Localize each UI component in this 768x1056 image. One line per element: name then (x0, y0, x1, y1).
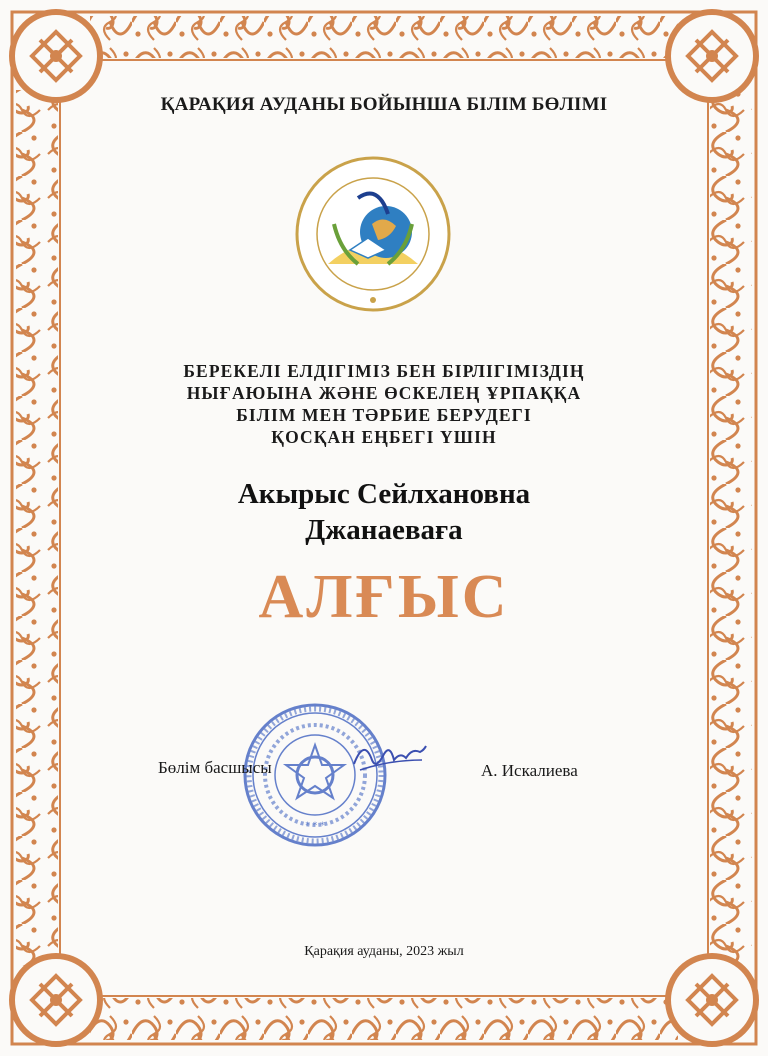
dedication-line: БЕРЕКЕЛІ ЕЛДІГІМІЗ БЕН БІРЛІГІМІЗДІҢ (183, 361, 585, 381)
dedication-line: НЫҒАЮЫНА ЖӘНЕ ӨСКЕЛЕҢ ҰРПАҚҚА (186, 383, 582, 403)
place-and-year: Қарақия ауданы, 2023 жыл (304, 944, 464, 959)
dedication-line: БІЛІМ МЕН ТӘРБИЕ БЕРУДЕГІ (236, 405, 532, 425)
education-emblem-icon (288, 154, 458, 314)
corner-medallion-top-left (12, 12, 100, 100)
corner-medallion-bottom-left (12, 956, 100, 1044)
signatory-role: Бөлім басшысы (158, 758, 272, 777)
signatory-name: А. Искалиева (481, 761, 578, 780)
handwritten-signature (350, 730, 430, 780)
svg-text:* * *: * * * (305, 821, 325, 831)
issuer-header: ҚАРАҚИЯ АУДАНЫ БОЙЫНША БІЛІМ БӨЛІМІ (160, 94, 608, 115)
corner-medallion-top-right (668, 12, 756, 100)
corner-medallion-bottom-right (668, 956, 756, 1044)
dedication-text (100, 360, 668, 448)
recipient-name-line: Джанаеваға (305, 514, 463, 546)
dedication-line: ҚОСҚАН ЕҢБЕГІ ҮШІН (271, 427, 497, 447)
recipient-name (100, 476, 668, 548)
certificate-title: АЛҒЫС (258, 563, 510, 631)
recipient-name-line: Акырыс Сейлхановна (237, 478, 531, 510)
